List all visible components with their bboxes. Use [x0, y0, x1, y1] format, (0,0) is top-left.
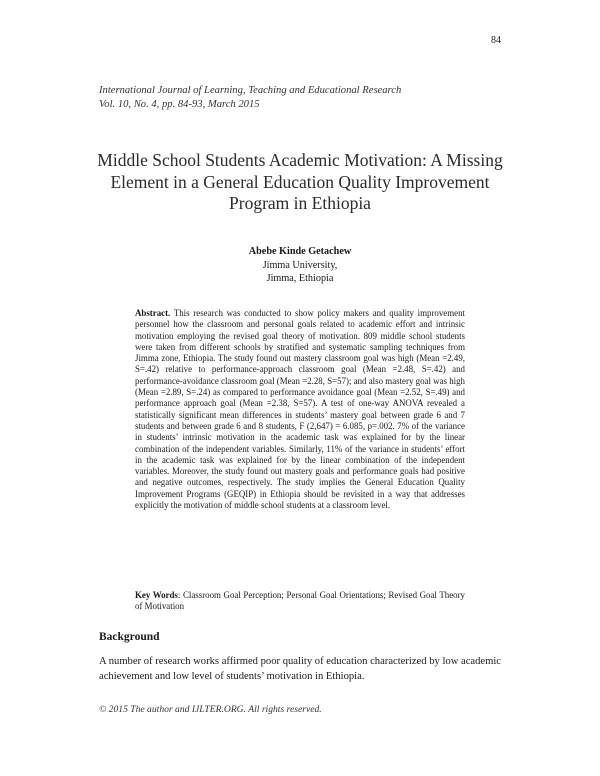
journal-issue: Vol. 10, No. 4, pp. 84-93, March 2015: [99, 99, 260, 110]
journal-header: [99, 84, 509, 112]
abstract-text: This research was conducted to show policy makers and quality improvement personnel how the classroom and personal goals related to academic effort and intrinsic motivation employing the revised goal theory of motivation. 809 middle school students were taken from different schools by stratified and systematic sampling techniques from Jimma zone, Ethiopia. The study found out mastery classroom goal was high (Mean =2.49, S=.42) relative to performance-approach classroom goal (Mean =2.48, S=.42) and performance-avoidance classroom goal (Mean =2.28, S=57); and also mastery goal was high (Mean =2.89, S=.24) as compared to performance avoidance goal (Mean =2.52, S=.49) and performance approach goal (Mean =2.38, S=57). A test of one-way ANOVA revealed a statistically significant mean differences in students’ mastery goal between grade 6 and 7 students and between grade 6 and 8 students, F (2,647) = 6.085, p=.002. 7% of the variance in students’ intrinsic motivation in the academic task was explained for by the linear combination of the independent variables. Similarly, 11% of the variance in students’ effort in the academic task was explained for by the linear combination of the independent variables. Moreover, the study found out mastery goals and performance goals had positive and negative outcomes, respectively. The study implies the General Education Quality Improvement Programs (GEQIP) in Ethiopia should be revisited in a way that addresses explicitly the motivation of middle school students at a classroom level.: [135, 308, 465, 511]
abstract: [135, 308, 465, 511]
paper-title: Middle School Students Academic Motivation: A Missing Element in a General Education Quality Improvement Program in Ethiopia: [97, 150, 503, 213]
author-block: [150, 245, 450, 286]
body-paragraph: A number of research works affirmed poor quality of education characterized by low academic achievement and low level of students’ motivation in Ethiopia.: [99, 656, 501, 682]
abstract-label: Abstract.: [135, 308, 171, 318]
author-affiliation: Jimma University,: [262, 259, 338, 271]
author-name: Abebe Kinde Getachew: [248, 246, 352, 257]
author-location: Jimma, Ethiopia: [266, 273, 334, 284]
keywords-text: : Classroom Goal Perception; Personal Goal Orientations; Revised Goal Theory of Motivation: [135, 590, 465, 612]
journal-name: International Journal of Learning, Teaching and Educational Research: [99, 85, 402, 96]
page-number: 84: [491, 35, 501, 46]
keywords: [135, 590, 465, 613]
keywords-label: Key Words: [135, 590, 178, 600]
copyright-footer: © 2015 The author and IJLTER.ORG. All rights reserved.: [99, 704, 322, 715]
section-heading: Background: [99, 631, 160, 643]
